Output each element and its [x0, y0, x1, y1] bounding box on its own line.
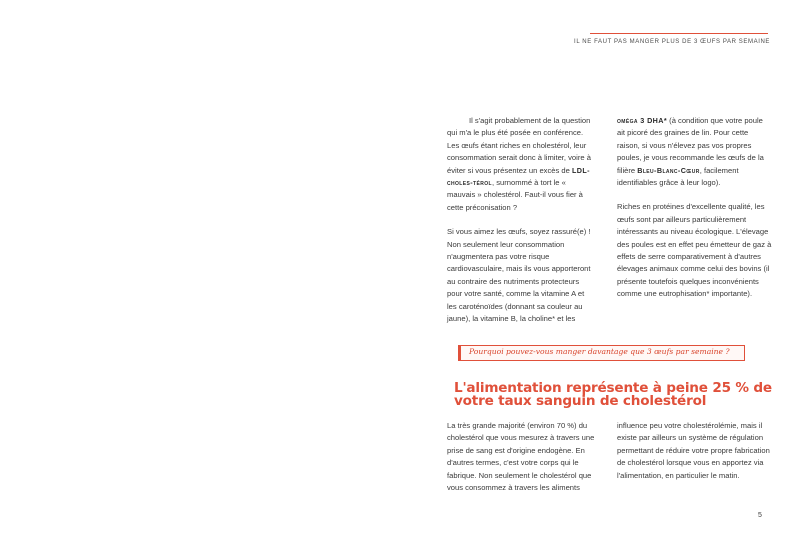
text-column-left: [447, 115, 595, 338]
page-number: 5: [758, 512, 762, 519]
paragraph-omega-text: (à condition que votre poule ait picoré des graines de lin. Pour cette raison, si vous n'élevez pas vos propres poules, je vous recommande les œufs de la filière: [617, 116, 764, 175]
paragraph-intro-rest: , surnommé à tort le « mauvais » cholestérol. Faut-il vous fier à cette préconisation ?: [447, 178, 583, 212]
term-omega3-dha: oméga 3 DHA*: [617, 116, 668, 125]
callout-question: Pourquoi pouvez-vous manger davantage que 3 œufs par semaine ?: [469, 347, 730, 356]
lower-text-right: influence peu votre cholestérolémie, mais il existe par ailleurs un système de régulation permettant de réduire votre propre fabrication de cholestérol lorsque vous en apportez via l'alimentation, en particulier le matin.: [617, 421, 770, 480]
paragraph-ecology: Riches en protéines d'excellente qualité, les œufs sont par ailleurs particulièrement intéressants au niveau écologique. L'élevage des poules est en effet peu émetteur de gaz à effets de serre comparativement à d'autres élevages animaux comme celui des bovins (il présente toutefois quelques inconvénients comme une eutrophisation* importante).: [617, 202, 772, 299]
running-head-rule: [590, 33, 768, 34]
paragraph-omega-end: , facilement identifiables grâce à leur logo).: [617, 165, 739, 188]
running-head: IL NE FAUT PAS MANGER PLUS DE 3 ŒUFS PAR SEMAINE: [574, 39, 770, 45]
term-bleu-blanc-coeur: Bleu-Blanc-Cœur: [637, 165, 700, 175]
paragraph-question: [447, 115, 595, 214]
section-title: L'alimentation représente à peine 25 % de votre taux sanguin de cholestérol: [454, 380, 772, 409]
callout-box: [458, 345, 745, 361]
term-ldl-cholesterol: LDL-choles-térol: [447, 165, 590, 188]
lower-text-left: La très grande majorité (environ 70 %) du cholestérol que vous mesurez à travers une prise de sang est d'origine endogène. En d'autres termes, c'est votre corps qui le fabrique. Non seulement le cholestérol que vous consommez à travers les aliments: [447, 421, 595, 493]
paragraph-reassure: Si vous aimez les œufs, soyez rassuré(e) ! Non seulement leur consommation n'augmentera pas votre risque cardiovasculaire, mais ils vous apporteront au contraire des nutriments protecteurs pour votre santé, comme la vitamine A et les caroténoïdes (donnant sa couleur au jaune), la vitamine B, la choline* et les: [447, 227, 591, 324]
paragraph-omega: [617, 115, 773, 189]
paragraph-intro: Il s'agit probablement de la question qui m'a le plus été posée en conférence. Les œufs étant riches en cholestérol, leur consommation serait donc à limiter, voire à éviter si vous présentez un excès de: [447, 116, 591, 175]
text-column-right: [617, 115, 773, 313]
